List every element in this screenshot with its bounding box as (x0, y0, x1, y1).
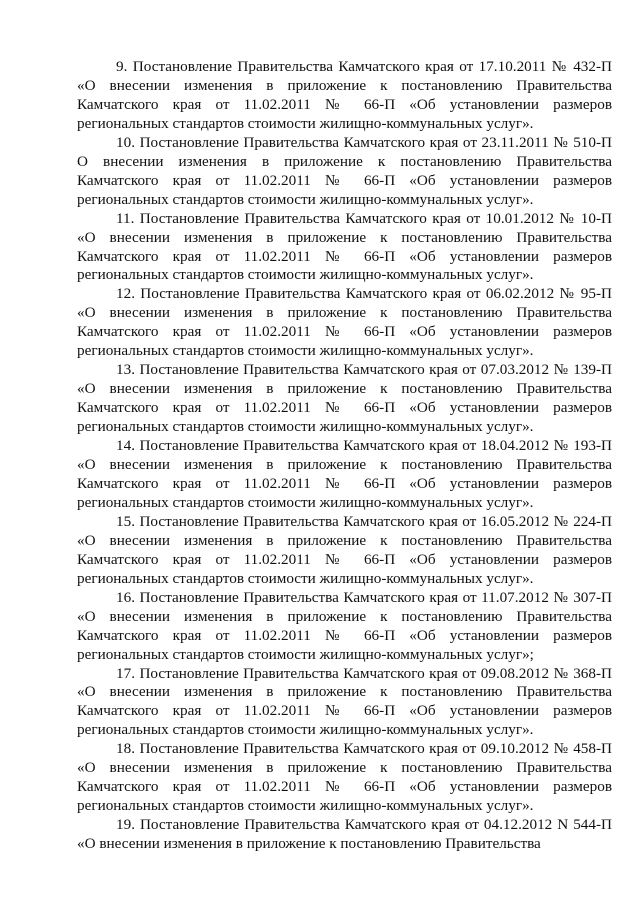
item-text: Постановление Правительства Камчатского края от 18.04.2012 № 193-П «О внесении изменения в приложение к постановлению Правительства Камчатского края от 11.02.2011 № 66-П «Об установлении размеров региональных стандартов стоимости жилищно-коммунальных услуг». (77, 437, 612, 511)
list-item (77, 285, 612, 361)
list-item (77, 134, 612, 210)
list-item (77, 665, 612, 741)
list-item (77, 740, 612, 816)
item-number: 16. (116, 588, 135, 606)
item-text: Постановление Правительства Камчатского края от 17.10.2011 № 432-П «О внесении изменения в приложение к постановлению Правительства Камчатского края от 11.02.2011 № 66-П «Об установлении размеров региональных стандартов стоимости жилищно-коммунальных услуг». (77, 58, 612, 132)
list-item (77, 210, 612, 286)
list-item (77, 816, 612, 854)
item-number: 10. (116, 133, 135, 151)
item-number: 15. (116, 512, 135, 530)
item-text: Постановление Правительства Камчатского края от 09.08.2012 № 368-П «О внесении изменения в приложение к постановлению Правительства Камчатского края от 11.02.2011 № 66-П «Об установлении размеров региональных стандартов стоимости жилищно-коммунальных услуг». (77, 664, 612, 739)
list-item (77, 589, 612, 665)
item-number: 18. (116, 740, 135, 758)
item-number: 12. (116, 285, 135, 303)
list-item (77, 513, 612, 589)
item-number: 13. (116, 361, 135, 379)
item-number: 17. (116, 664, 135, 682)
list-item (77, 361, 612, 437)
document-page (77, 58, 612, 854)
item-number: 11. (116, 209, 135, 227)
item-text: Постановление Правительства Камчатского края от 11.07.2012 № 307-П «О внесении изменения в приложение к постановлению Правительства Камчатского края от 11.02.2011 № 66-П «Об установлении размеров региональных стандартов стоимости жилищно-коммунальных услуг»; (77, 588, 612, 663)
item-number: 14. (116, 437, 135, 455)
list-item (77, 58, 612, 134)
item-text: Постановление Правительства Камчатского края от 06.02.2012 № 95-П «О внесении изменения в приложение к постановлению Правительства Камчатского края от 11.02.2011 № 66-П «Об установлении размеров региональных стандартов стоимости жилищно-коммунальных услуг». (77, 285, 612, 360)
item-text: Постановление Правительства Камчатского края от 23.11.2011 № 510-П О внесении изменения в приложение к постановлению Правительства Камчатского края от 11.02.2011 № 66-П «Об установлении размеров региональных стандартов стоимости жилищно-коммунальных услуг». (77, 133, 613, 208)
item-text: Постановление Правительства Камчатского края от 16.05.2012 № 224-П «О внесении изменения в приложение к постановлению Правительства Камчатского края от 11.02.2011 № 66-П «Об установлении размеров региональных стандартов стоимости жилищно-коммунальных услуг». (77, 512, 612, 587)
item-number: 9. (116, 58, 128, 75)
item-text: Постановление Правительства Камчатского края от 10.01.2012 № 10-П «О внесении изменения в приложение к постановлению Правительства Камчатского края от 11.02.2011 № 66-П «Об установлении размеров региональных стандартов стоимости жилищно-коммунальных услуг». (77, 209, 612, 284)
item-text: Постановление Правительства Камчатского края от 04.12.2012 N 544-П «О внесении изменения в приложение к постановлению Правительства (77, 816, 612, 853)
item-number: 19. (116, 816, 135, 834)
item-text: Постановление Правительства Камчатского края от 09.10.2012 № 458-П «О внесении изменения в приложение к постановлению Правительства Камчатского края от 11.02.2011 № 66-П «Об установлении размеров региональных стандартов стоимости жилищно-коммунальных услуг». (77, 740, 612, 815)
list-item (77, 437, 612, 513)
item-text: Постановление Правительства Камчатского края от 07.03.2012 № 139-П «О внесении изменения в приложение к постановлению Правительства Камчатского края от 11.02.2011 № 66-П «Об установлении размеров региональных стандартов стоимости жилищно-коммунальных услуг». (77, 361, 612, 436)
